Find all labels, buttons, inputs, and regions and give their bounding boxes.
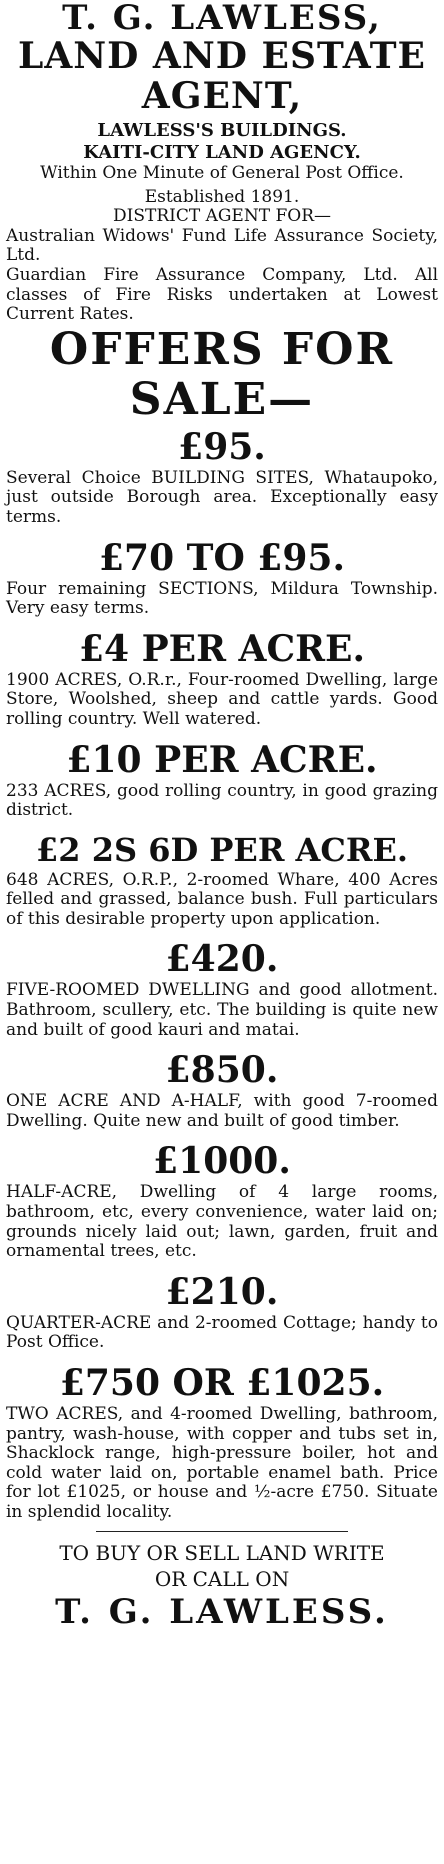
offers-heading: OFFERS FOR SALE— (49, 323, 395, 425)
listing-description: 233 ACRES, good rolling country, in good grazing district. (6, 780, 438, 821)
footer-line-1: TO BUY OR SELL LAND WRITE (59, 1540, 385, 1565)
listing-price: £4 PER ACRE. (78, 627, 366, 670)
listing-price: £1000. (153, 1140, 291, 1183)
location-line: Within One Minute of General Post Office. (40, 163, 404, 183)
listing-price: £10 PER ACRE. (66, 738, 378, 781)
listing-description: ONE ACRE AND A-HALF, with good 7-roomed Dwelling. Quite new and built of good timber. (6, 1091, 438, 1131)
listing-description: 648 ACRES, O.R.P., 2-roomed Whare, 400 Acres felled and grassed, balance bush. Full particulars of this desirable property upon application. (6, 869, 438, 929)
listing-price: £210. (165, 1270, 279, 1313)
listing-description: Four remaining SECTIONS, Mildura Township. Very easy terms. (6, 578, 438, 619)
agency-line: KAITI-CITY LAND AGENCY. (83, 142, 361, 163)
listing-description: HALF-ACRE, Dwelling of 4 large rooms, bathroom, etc, every convenience, water laid on; grounds nicely laid out; lawn, garden, fruit and ornamental trees, etc. (6, 1182, 438, 1262)
agent-name: T. G. LAWLESS, (62, 0, 382, 38)
district-item-2: Guardian Fire Assurance Company, Ltd. All classes of Fire Risks undertaken at Lowest Current Rates. (6, 264, 438, 325)
listing-description: Several Choice BUILDING SITES, Whataupoko, just outside Borough area. Exceptionally easy terms. (6, 467, 438, 527)
divider-rule (96, 1531, 348, 1532)
listing-price: £750 OR £1025. (59, 1362, 385, 1404)
listing-description: QUARTER-ACRE and 2-roomed Cottage; handy to Post Office. (6, 1312, 438, 1353)
listing-price: £420. (165, 938, 279, 981)
buildings-line: LAWLESS'S BUILDINGS. (97, 120, 347, 141)
footer-agent-name: T. G. LAWLESS. (55, 1591, 389, 1632)
district-heading: DISTRICT AGENT FOR— (112, 206, 331, 227)
agent-title: LAND AND ESTATE AGENT, (18, 35, 426, 117)
listing-description: FIVE-ROOMED DWELLING and good allotment. Bathroom, scullery, etc. The building is quite new and built of good kauri and matai. (6, 980, 438, 1040)
listing-price: £95. (178, 425, 266, 468)
footer-line-2: OR CALL ON (154, 1566, 290, 1591)
listing-description: TWO ACRES, and 4-roomed Dwelling, bathroom, pantry, wash-house, with copper and tubs set in, Shacklock range, high-pressure boiler, hot and cold water laid on, portable enamel bath. Price for lot £1025, or house and ½-acre £750. Situate in splendid locality. (6, 1404, 438, 1522)
listing-description: 1900 ACRES, O.R.r., Four-roomed Dwelling, large Store, Woolshed, sheep and cattle yards. Good rolling country. Well watered. (6, 669, 438, 729)
district-item-1: Australian Widows' Fund Life Assurance Society, Ltd. (6, 225, 438, 266)
listing-price: £850. (165, 1049, 279, 1092)
listing-price: £70 TO £95. (98, 536, 346, 579)
established-line: Established 1891. (144, 186, 300, 207)
listing-price: £2 2S 6D PER ACRE. (36, 830, 408, 869)
